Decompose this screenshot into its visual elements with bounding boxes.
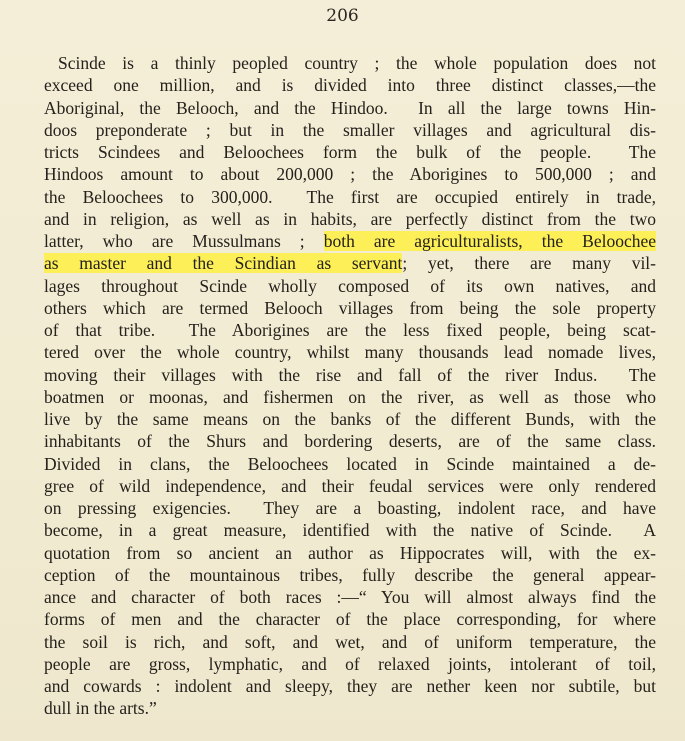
text-segment: boatmen or moonas, and fishermen on the river, as well as those who [44,386,656,407]
text-line [44,564,656,586]
text-segment: dull in the arts.” [44,698,157,719]
text-segment: and in religion, as well as in habits, are perfectly distinct from the two [44,208,656,229]
text-segment: the soil is rich, and soft, and wet, and of uniform temperature, the [44,631,656,652]
text-segment: gree of wild independence, and their feudal services were only rendered [44,475,656,496]
text-segment: moving their villages with the rise and fall of the river Indus. The [44,364,656,385]
text-line [44,230,656,252]
text-segment: of that tribe. The Aborigines are the less fixed people, being scat- [44,320,656,340]
text-line [44,252,656,274]
text-line [44,341,656,363]
text-segment: become, in a great measure, identified with the native of Scinde. A [44,520,656,541]
text-segment: forms of men and the character of the place corresponding, for where [44,609,656,630]
text-segment: ance and character of both races :—“ You will almost always find the [44,587,656,607]
text-segment: live by the same means on the banks of the different Bunds, with the [44,409,656,429]
text-segment: inhabitants of the Shurs and bordering deserts, are of the same class. [44,431,656,452]
text-segment: Aboriginal, the Belooch, and the Hindoo. In all the large towns Hin- [44,97,656,118]
text-segment: Divided in clans, the Beloochees located in Scinde maintained a de- [44,453,656,474]
text-line [44,453,656,475]
body-paragraph [44,52,656,720]
text-segment: exceed one million, and is divided into three distinct classes,—the [44,75,656,96]
text-line [44,497,656,519]
text-segment: people are gross, lymphatic, and of relaxed joints, intolerant of toil, [44,653,656,674]
text-line [44,119,656,141]
text-line [44,542,656,564]
text-line [44,208,656,230]
text-line [44,631,656,653]
text-line [44,275,656,297]
text-line [44,586,656,608]
text-line [44,141,656,163]
text-line [44,475,656,497]
text-segment: and cowards : indolent and sleepy, they are nether keen nor subtile, but [44,676,656,696]
text-line [44,74,656,96]
highlighted-text: as master and the Scindian as servant [44,253,403,274]
text-line [44,319,656,341]
text-line [44,297,656,319]
text-segment: the Beloochees to 300,000. The first are occupied entirely in trade, [44,186,656,207]
text-line [44,97,656,119]
page-number: 206 [326,6,359,26]
text-segment: tered over the whole country, whilst many thousands lead nomade lives, [44,342,656,363]
text-line [44,608,656,630]
text-line [44,186,656,208]
text-segment: lages throughout Scinde wholly composed of its own natives, and [44,275,656,296]
text-line [44,408,656,430]
text-segment: others which are termed Belooch villages from being the sole property [44,297,656,318]
text-segment: tricts Scindees and Beloochees form the bulk of the people. The [44,142,656,162]
text-segment: quotation from so ancient an author as Hippocrates will, with the ex- [44,542,656,563]
text-line [44,430,656,452]
text-line [44,52,656,74]
text-segment: Hindoos amount to about 200,000 ; the Aborigines to 500,000 ; and [44,164,656,185]
text-segment: ception of the mountainous tribes, fully describe the general appear- [44,564,656,585]
text-line [44,675,656,697]
highlighted-text: both are agriculturalists, the Beloochee [323,231,656,251]
text-line [44,364,656,386]
text-segment: doos preponderate ; but in the smaller villages and agricultural dis- [44,119,656,140]
text-segment: ; yet, there are many vil- [402,253,656,274]
text-line [44,163,656,185]
text-line [44,386,656,408]
text-line [44,519,656,541]
text-line [44,697,656,719]
text-segment: latter, who are Mussulmans ; [44,231,324,251]
text-segment: Scinde is a thinly peopled country ; the whole population does not [58,53,656,73]
text-segment: on pressing exigencies. They are a boasting, indolent race, and have [44,498,656,518]
text-line [44,653,656,675]
